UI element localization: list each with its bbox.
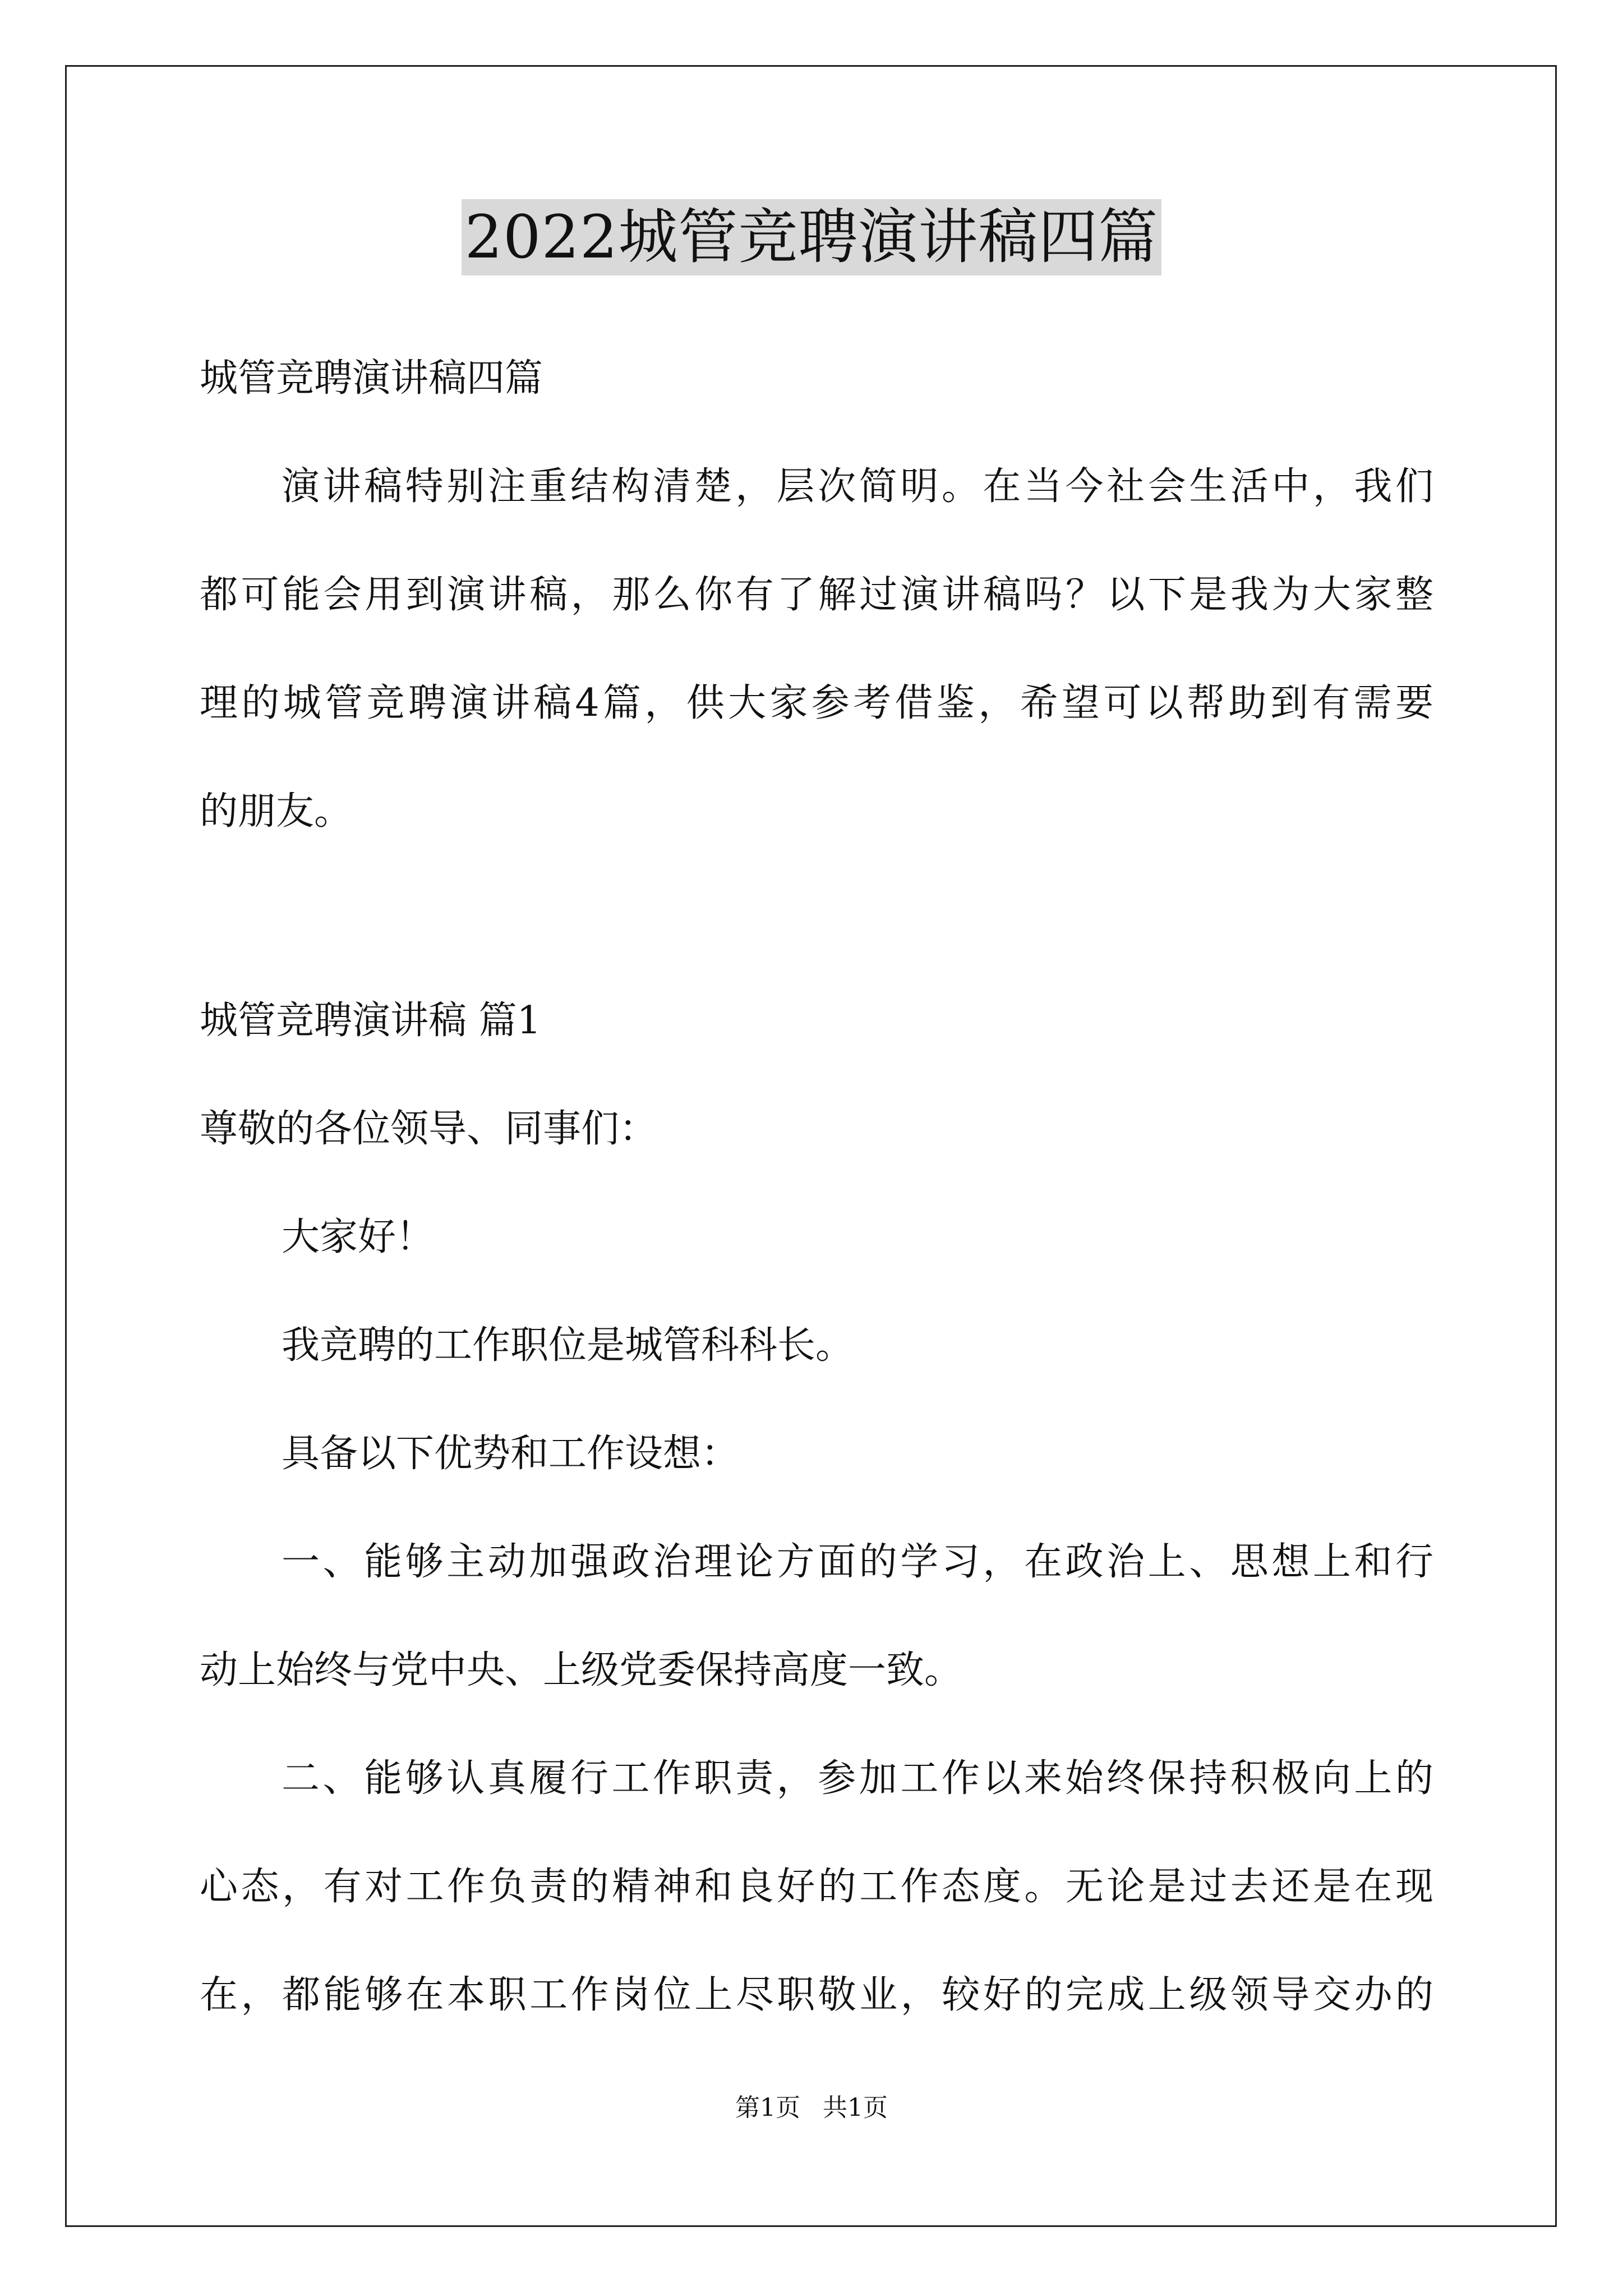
page-total: 共1页 bbox=[823, 2093, 888, 2122]
page-number: 第1页 bbox=[735, 2093, 800, 2122]
point-one-line-1: 一、能够主动加强政治理论方面的学习，在政治上、思想上和行 bbox=[282, 1540, 1433, 1584]
point-two-line-2: 心态，有对工作负责的精神和良好的工作态度。无论是过去还是在现 bbox=[200, 1865, 1433, 1909]
point-two-line-3: 在，都能够在本职工作岗位上尽职敬业，较好的完成上级领导交办的 bbox=[200, 1973, 1433, 2017]
page-footer bbox=[0, 2091, 1623, 2125]
point-one-line-2: 动上始终与党中央、上级党委保持高度一致。 bbox=[200, 1648, 963, 1692]
document-subtitle: 城管竞聘演讲稿四篇 bbox=[200, 356, 543, 401]
greeting: 大家好！ bbox=[282, 1215, 435, 1259]
advantages-intro: 具备以下优势和工作设想： bbox=[282, 1432, 740, 1476]
intro-line-3: 理的城管竞聘演讲稿4篇，供大家参考借鉴，希望可以帮助到有需要 bbox=[200, 681, 1433, 725]
intro-line-2: 都可能会用到演讲稿，那么你有了解过演讲稿吗？以下是我为大家整 bbox=[200, 573, 1433, 617]
intro-line-4: 的朋友。 bbox=[200, 789, 353, 834]
section-heading: 城管竞聘演讲稿 篇1 bbox=[200, 999, 541, 1043]
intro-line-1: 演讲稿特别注重结构清楚，层次简明。在当今社会生活中，我们 bbox=[282, 464, 1433, 509]
position-line: 我竞聘的工作职位是城管科科长。 bbox=[282, 1323, 854, 1368]
salutation: 尊敬的各位领导、同事们： bbox=[200, 1107, 658, 1151]
document-title: 2022城管竞聘演讲稿四篇 bbox=[462, 199, 1162, 275]
point-two-line-1: 二、能够认真履行工作职责，参加工作以来始终保持积极向上的 bbox=[282, 1756, 1433, 1801]
title-container bbox=[0, 199, 1623, 275]
